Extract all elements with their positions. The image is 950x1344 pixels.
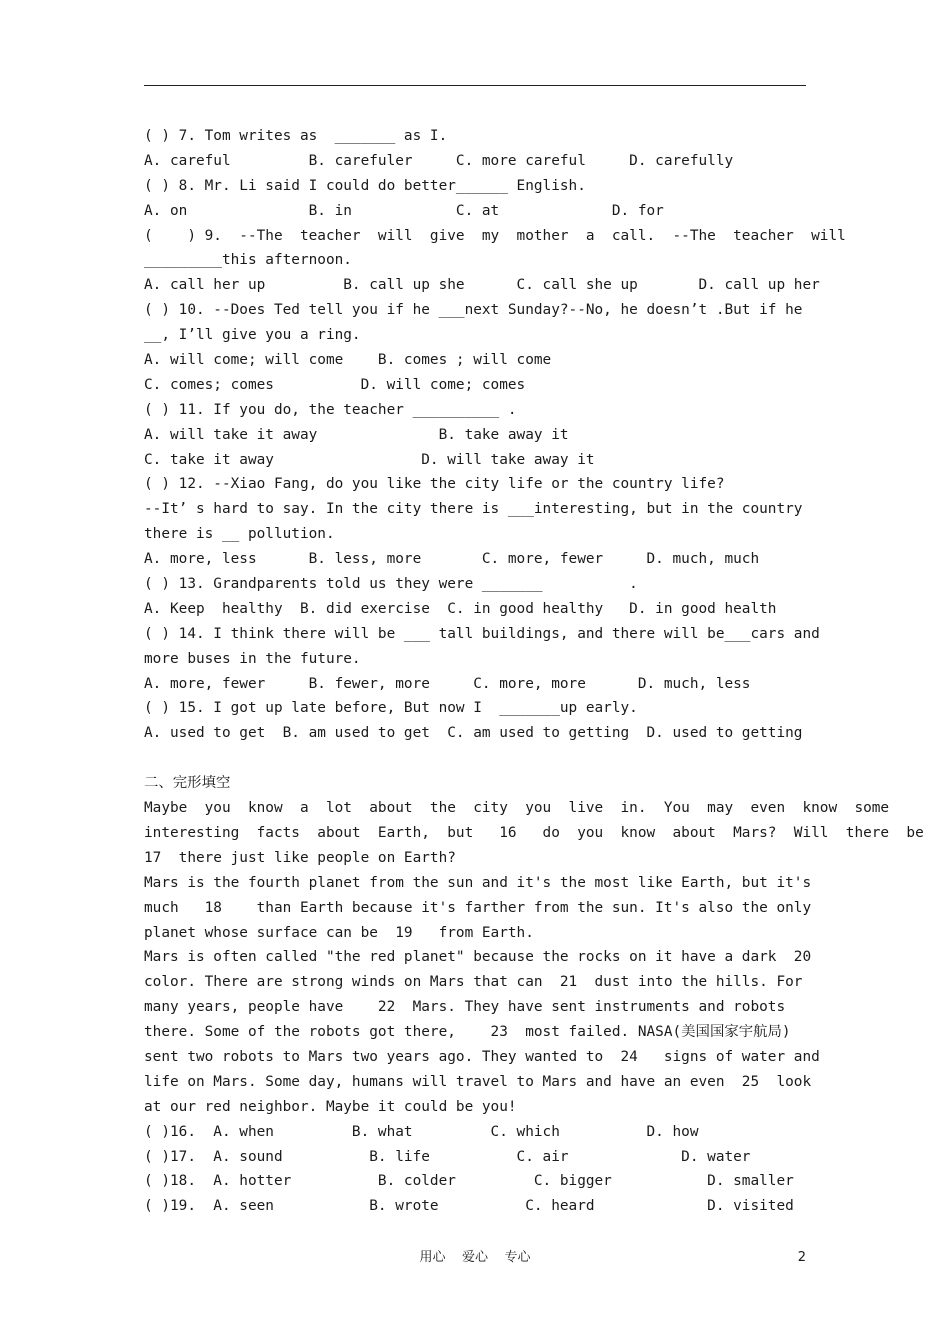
text-line: ( )16. A. when B. what C. which D. how	[144, 1123, 699, 1140]
text-line: ( ) 14. I think there will be ___ tall buildings, and there will be___cars and	[144, 625, 820, 642]
text-line: ( ) 10. --Does Ted tell you if he ___next Sunday?--No, he doesn’t .But if he	[144, 302, 803, 319]
text-line: ( ) 8. Mr. Li said I could do better______ English.	[144, 177, 586, 194]
text-line: Maybe you know a lot about the city you live in. You may even know some	[144, 800, 890, 817]
text-line: ( )19. A. seen B. wrote C. heard D. visited	[144, 1198, 794, 1215]
text-line: A. Keep healthy B. did exercise C. in good healthy D. in good health	[144, 600, 777, 617]
text-line: ( ) 7. Tom writes as _______ as I.	[144, 128, 448, 144]
text-line: ( )18. A. hotter B. colder C. bigger D. smaller	[144, 1173, 794, 1190]
header-rule	[144, 85, 806, 86]
footer-motto: 用心 爱心 专心	[419, 1250, 531, 1265]
text-line: planet whose surface can be 19 from Earth.	[144, 924, 534, 941]
text-line: ( ) 13. Grandparents told us they were _______ .	[144, 576, 638, 593]
section-grammar-questions	[144, 124, 846, 746]
text-line: A. call her up B. call up she C. call she up D. call up her	[144, 277, 820, 294]
page-number: 2	[797, 1250, 806, 1265]
page-footer	[0, 1247, 950, 1269]
text-line: A. used to get B. am used to get C. am used to getting D. used to getting	[144, 725, 803, 742]
text-line: at our red neighbor. Maybe it could be you!	[144, 1098, 517, 1115]
text-line: life on Mars. Some day, humans will travel to Mars and have an even 25 look	[144, 1073, 812, 1090]
text-line: many years, people have 22 Mars. They have sent instruments and robots	[144, 999, 786, 1016]
section-cloze	[144, 771, 924, 1219]
text-line: C. comes; comes D. will come; comes	[144, 376, 526, 393]
text-line: A. will take it away B. take away it	[144, 426, 569, 443]
text-line: A. more, less B. less, more C. more, fewer D. much, much	[144, 551, 760, 568]
text-line: Mars is often called "the red planet" because the rocks on it have a dark 20	[144, 949, 812, 966]
section-heading: 二、完形填空	[144, 775, 231, 792]
text-line: ( ) 12. --Xiao Fang, do you like the city life or the country life?	[144, 476, 725, 493]
text-line: A. careful B. carefuler C. more careful D. carefully	[144, 152, 734, 169]
text-line: C. take it away D. will take away it	[144, 451, 595, 468]
text-line: Mars is the fourth planet from the sun and it's the most like Earth, but it's	[144, 874, 812, 891]
text-line: ( ) 11. If you do, the teacher __________ .	[144, 401, 517, 418]
document-body	[144, 124, 924, 1219]
text-line: more buses in the future.	[144, 650, 361, 667]
section-spacer	[144, 746, 806, 771]
text-line: much 18 than Earth because it's farther from the sun. It's also the only	[144, 899, 812, 916]
text-line: there is __ pollution.	[144, 526, 335, 543]
text-line: there. Some of the robots got there, 23 most failed. NASA(美国国家宇航局)	[144, 1024, 791, 1041]
text-line: color. There are strong winds on Mars that can 21 dust into the hills. For	[144, 974, 803, 991]
text-line: _________this afternoon.	[144, 252, 352, 269]
text-line: __, I’ll give you a ring.	[144, 327, 361, 344]
text-line: A. on B. in C. at D. for	[144, 202, 664, 219]
text-line: sent two robots to Mars two years ago. They wanted to 24 signs of water and	[144, 1048, 820, 1065]
text-line: --It’ s hard to say. In the city there is ___interesting, but in the country	[144, 501, 803, 518]
text-line: ( ) 15. I got up late before, But now I _______up early.	[144, 700, 638, 717]
text-line: ( )17. A. sound B. life C. air D. water	[144, 1148, 751, 1165]
text-line: A. more, fewer B. fewer, more C. more, more D. much, less	[144, 675, 751, 692]
text-line: ( ) 9. --The teacher will give my mother a call. --The teacher will	[144, 227, 846, 244]
text-line: interesting facts about Earth, but 16 do you know about Mars? Will there be	[144, 824, 924, 841]
text-line: A. will come; will come B. comes ; will come	[144, 352, 552, 369]
text-line: 17 there just like people on Earth?	[144, 849, 456, 866]
